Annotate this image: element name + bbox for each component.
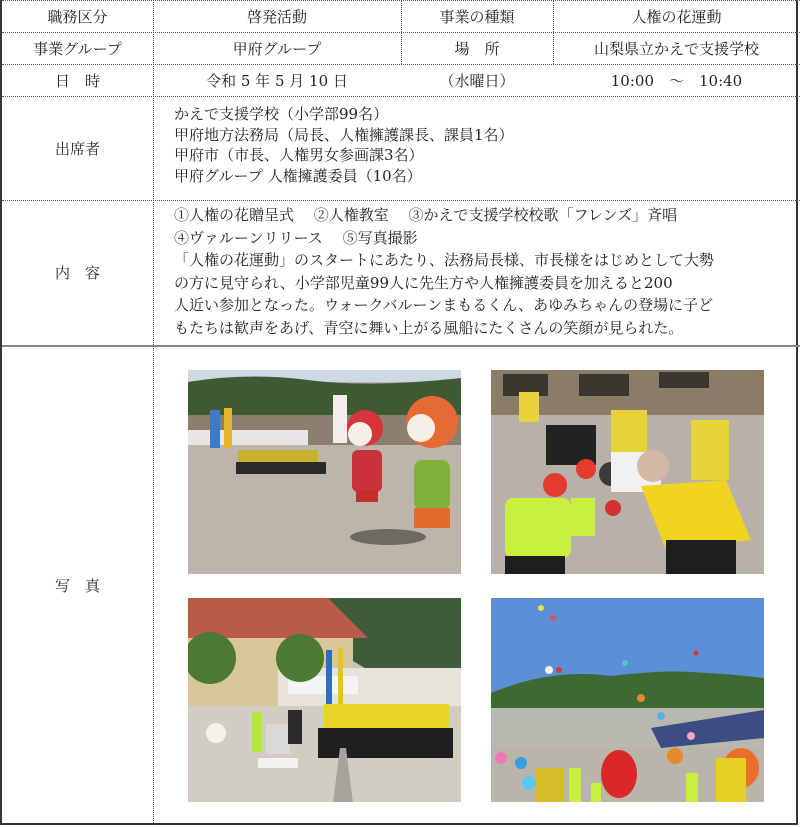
photo-mascots xyxy=(188,370,461,574)
column-divider xyxy=(153,0,154,825)
label-project-group: 事業グループ xyxy=(33,39,122,58)
label-photos: 写 真 xyxy=(54,576,100,595)
attendee-line: 甲府市（市長、人権男女参画課3名） xyxy=(174,146,424,164)
label-job-category: 職務区分 xyxy=(47,7,108,26)
label-datetime: 日 時 xyxy=(54,71,100,90)
content-line: ④ヴァルーンリリース ⑤写真撮影 xyxy=(174,228,418,247)
label-attendees: 出席者 xyxy=(54,139,100,158)
content-line: 「人権の花運動」のスタートにあたり、法務局長様、市長様をはじめとして大勢 xyxy=(174,251,715,269)
content-line: の方に見守られ、小学部児童99人に先生方や人権擁護委員を加えると200 xyxy=(174,273,673,292)
value-job-category: 啓発活動 xyxy=(246,7,307,26)
value-project-type: 人権の花運動 xyxy=(631,7,722,26)
label-content: 内 容 xyxy=(54,264,100,282)
attendee-line: 甲府グループ 人権擁護委員（10名） xyxy=(174,166,422,185)
value-weekday: （水曜日） xyxy=(439,71,515,90)
value-location: 山梨県立かえで支援学校 xyxy=(593,39,759,58)
photo-flower-presentation xyxy=(491,370,764,574)
attendees-list xyxy=(174,104,514,186)
photo-balloon-release xyxy=(491,598,764,802)
photo-committee-seated xyxy=(188,598,461,802)
label-location: 場 所 xyxy=(454,39,500,58)
content-line: 人近い参加となった。ウォークバルーンまもるくん、あゆみちゃんの登場に子ど xyxy=(174,296,714,314)
attendee-line: かえで支援学校（小学部99名） xyxy=(174,105,389,123)
attendee-line: 甲府地方法務局（局長、人権擁護課長、課員1名） xyxy=(174,125,514,144)
value-project-group: 甲府グループ xyxy=(232,39,322,58)
content-line: ①人権の花贈呈式 ②人権教室 ③かえで支援学校校歌「フレンズ」斉唱 xyxy=(174,206,678,224)
content-text xyxy=(174,204,714,339)
value-time: 10:00 ～ 10:40 xyxy=(610,71,743,90)
label-project-type: 事業の種類 xyxy=(439,7,515,26)
value-date: 令和 5 年 5 月 10 日 xyxy=(206,71,348,90)
content-line: もたちは歓声をあげ、青空に舞い上がる風船にたくさんの笑顔が見られた。 xyxy=(174,318,684,337)
